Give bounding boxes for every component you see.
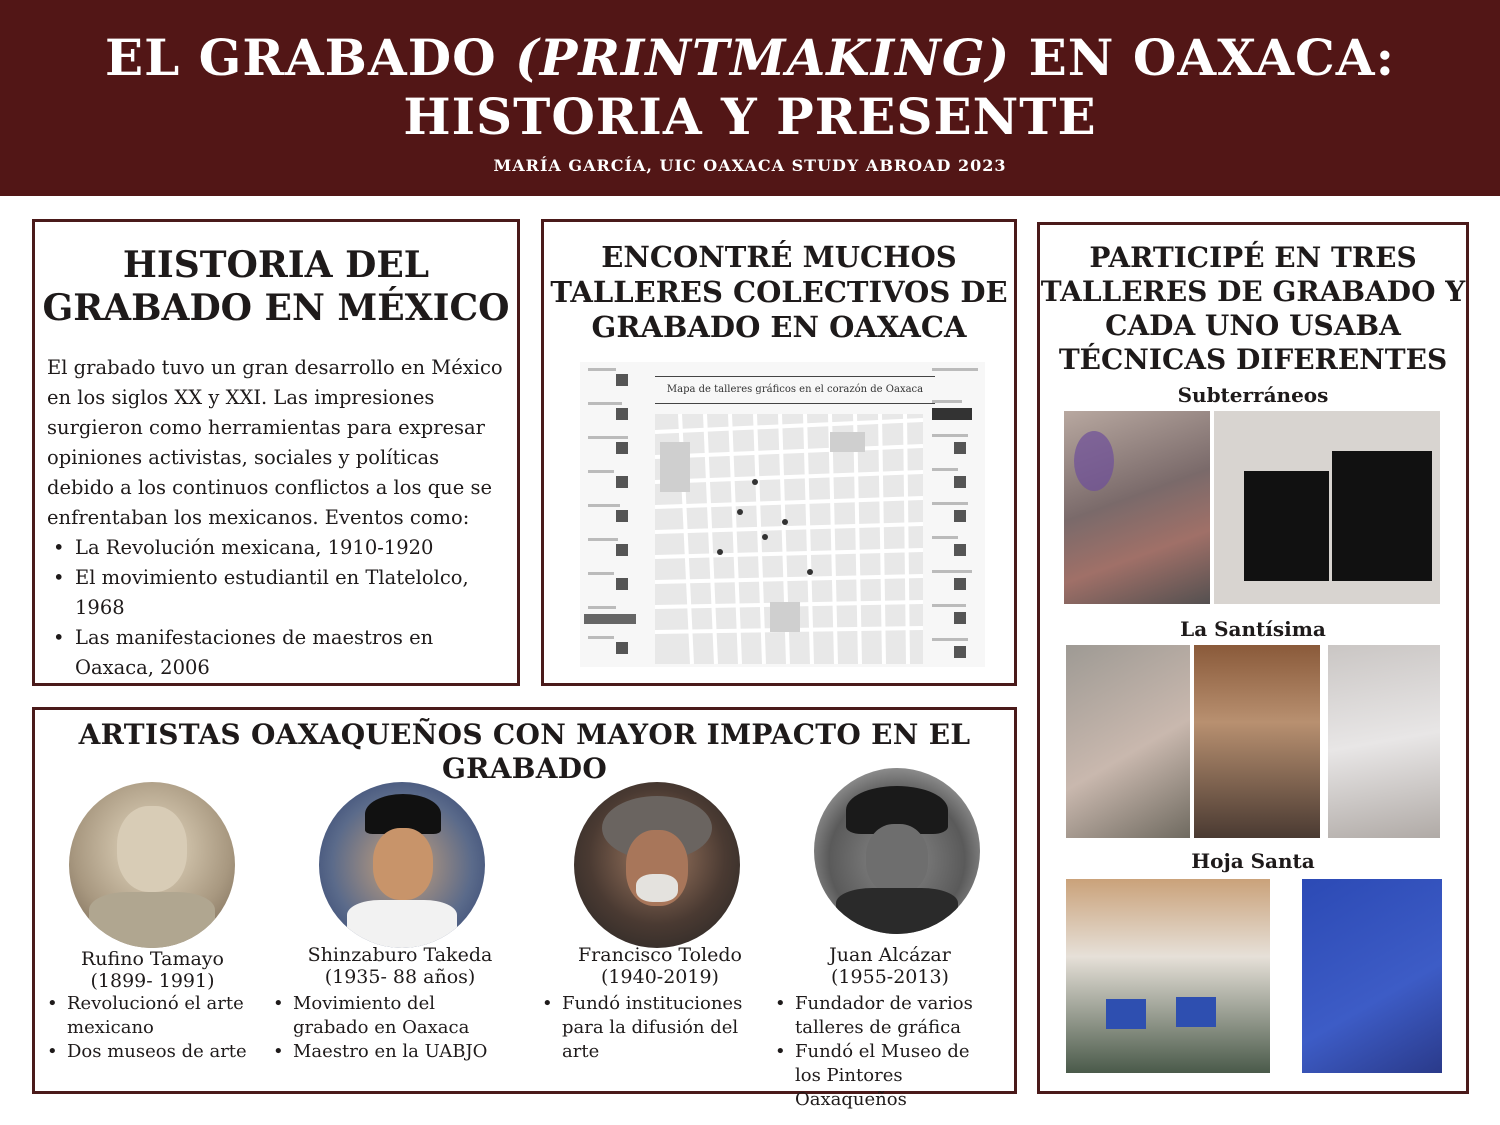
poster-subtitle: MARÍA GARCÍA, UIC OAXACA STUDY ABROAD 2023 — [493, 156, 1007, 175]
history-event: • El movimiento estudiantil en Tlatelolco, 1968 — [75, 563, 509, 623]
history-panel — [32, 219, 520, 686]
artist-name: Shinzaburo Takeda (1935- 88 años) — [307, 944, 493, 988]
artist-facts — [47, 992, 247, 1064]
poster-title-line2: HISTORIA Y PRESENTE — [403, 87, 1097, 146]
workshops-map — [580, 362, 985, 667]
workshop-label-la-santisima: La Santísima — [1180, 617, 1326, 641]
workshops-map-title: ENCONTRÉ MUCHOS TALLERES COLECTIVOS DE GRABADO EN OAXACA — [550, 240, 1008, 344]
history-text — [47, 353, 509, 683]
artist-fact: • Revolucionó el arte mexicano — [47, 992, 247, 1040]
artist-portrait-tamayo — [69, 782, 235, 948]
la-santisima-photo-2 — [1194, 645, 1320, 838]
artist-facts — [775, 992, 1000, 1112]
artist-portrait-alcazar — [814, 768, 980, 934]
artist-fact: • Movimiento del grabado en Oaxaca — [273, 992, 513, 1040]
artist-portrait-takeda — [319, 782, 485, 948]
poster-title-line1: EL GRABADO (PRINTMAKING) EN OAXACA: — [104, 28, 1396, 87]
artist-name: Juan Alcázar (1955-2013) — [829, 944, 951, 988]
history-events-list — [47, 533, 509, 683]
artist-fact: • Maestro en la UABJO — [273, 1040, 513, 1064]
hoja-santa-photo-1 — [1066, 879, 1270, 1073]
street-map-graphic — [580, 362, 985, 667]
artist-fact: • Fundó el Museo de los Pintores Oaxaqueños — [775, 1040, 1000, 1112]
hoja-santa-photo-2 — [1302, 879, 1442, 1073]
artists-title: ARTISTAS OAXAQUEÑOS CON MAYOR IMPACTO EN EL GRABADO — [78, 718, 971, 785]
workshop-label-subterraneos: Subterráneos — [1177, 383, 1329, 407]
map-caption: Mapa de talleres gráficos en el corazón de Oaxaca — [655, 376, 935, 404]
history-event: • La Revolución mexicana, 1910-1920 — [75, 533, 509, 563]
artist-facts — [542, 992, 752, 1064]
artist-fact: • Fundó instituciones para la difusión del arte — [542, 992, 752, 1064]
artist-fact: • Dos museos de arte — [47, 1040, 247, 1064]
participation-title: PARTICIPÉ EN TRES TALLERES DE GRABADO Y CADA UNO USABA TÉCNICAS DIFERENTES — [1040, 241, 1466, 376]
subterraneos-photo-1 — [1064, 411, 1210, 604]
artist-portrait-toledo — [574, 782, 740, 948]
artists-panel — [32, 707, 1017, 1110]
artist-name: Rufino Tamayo (1899- 1991) — [81, 948, 224, 992]
subterraneos-photo-2 — [1214, 411, 1440, 604]
history-body: El grabado tuvo un gran desarrollo en México en los siglos XX y XXI. Las impresiones surgieron como herramientas para expresar opiniones activistas, sociales y políticas debido a los continuos conflictos a los que se enfrentaban los mexicanos. Eventos como: — [47, 356, 503, 529]
history-title: HISTORIA DEL GRABADO EN MÉXICO — [42, 244, 510, 329]
history-event: • Las manifestaciones de maestros en Oaxaca, 2006 — [75, 623, 509, 683]
artist-fact: • Fundador de varios talleres de gráfica — [775, 992, 1000, 1040]
workshops-map-panel — [541, 219, 1017, 686]
artist-facts — [273, 992, 513, 1064]
participation-panel — [1037, 222, 1469, 1094]
la-santisima-photo-1 — [1066, 645, 1190, 838]
la-santisima-photo-3 — [1328, 645, 1440, 838]
poster-header — [0, 0, 1500, 196]
artist-name: Francisco Toledo (1940-2019) — [578, 944, 742, 988]
workshop-label-hoja-santa: Hoja Santa — [1191, 849, 1315, 873]
